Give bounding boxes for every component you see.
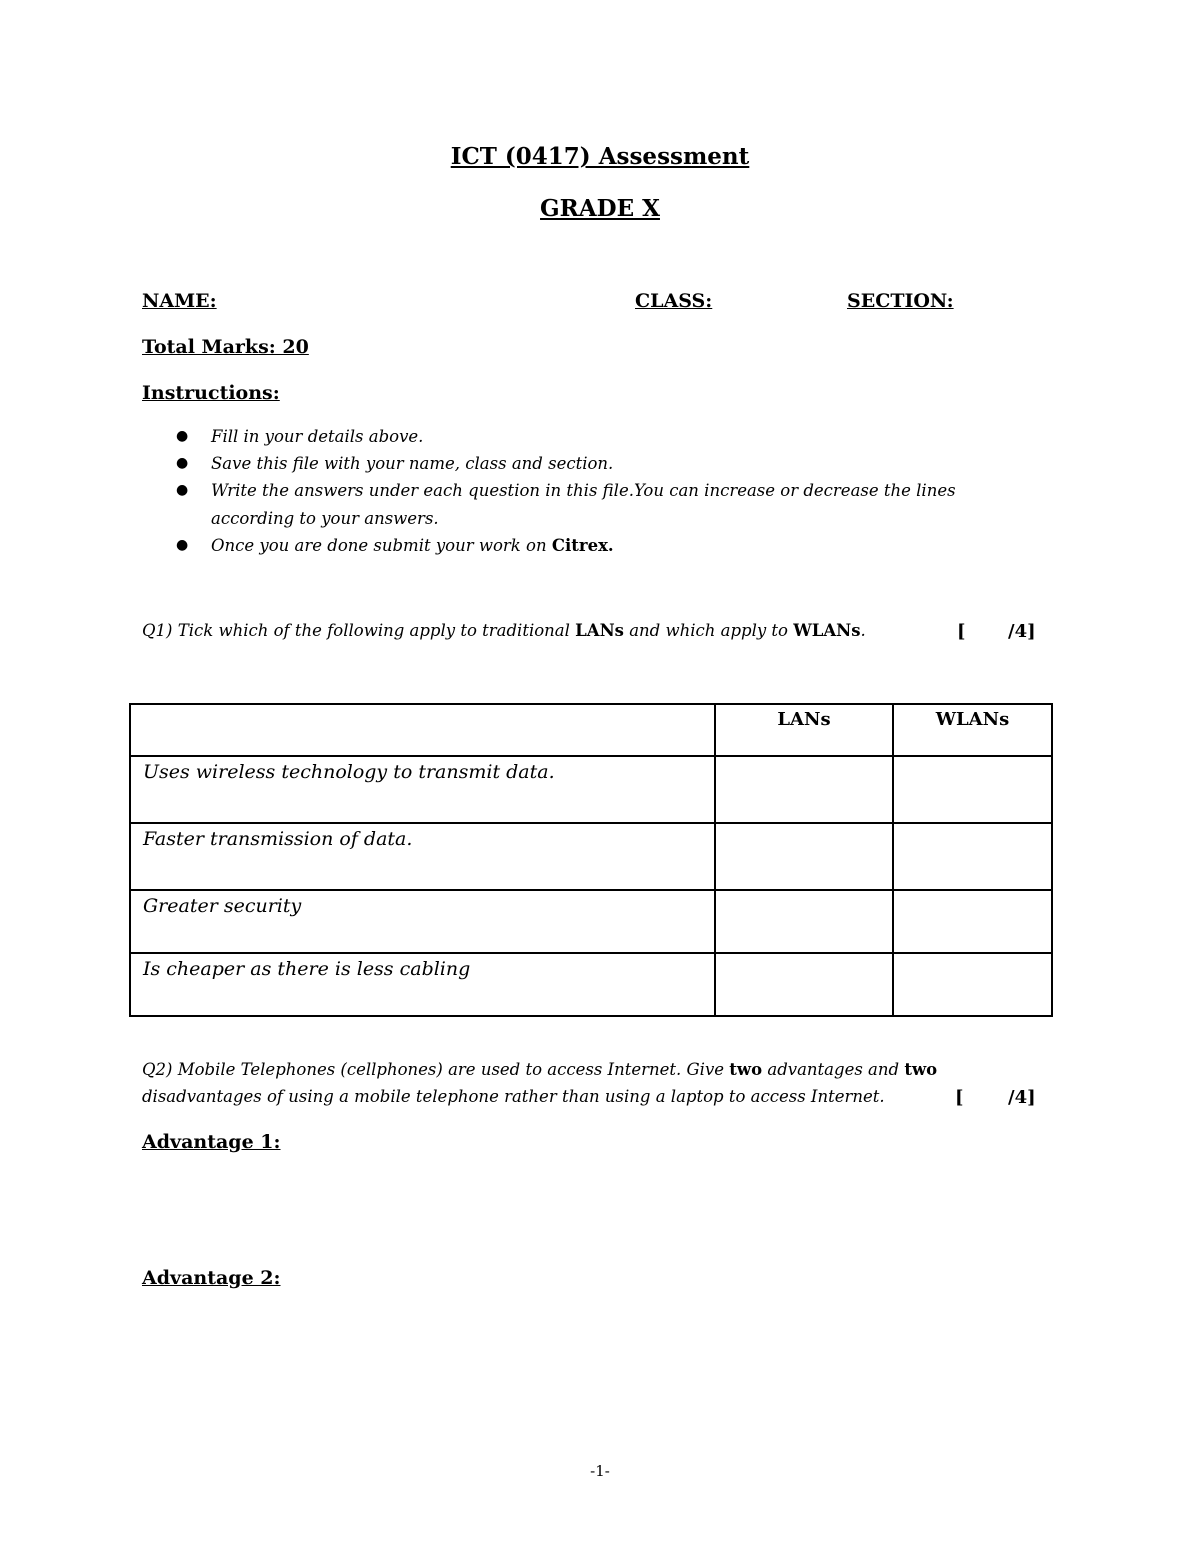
- question-1-text: Q1) Tick which of the following apply to traditional LANs and which apply to WLANs.: [142, 621, 866, 640]
- advantage-1-label: Advantage 1:: [142, 1131, 281, 1153]
- question-2-line-1: Q2) Mobile Telephones (cellphones) are used to access Internet. Give two advantages and two: [142, 1060, 938, 1079]
- q2-marks-total: /4]: [1008, 1087, 1036, 1108]
- table-header-wlans: WLANs: [893, 704, 1052, 756]
- statement-cell: Uses wireless technology to transmit data.: [130, 756, 715, 823]
- table-header-statement: [130, 704, 715, 756]
- lans-tick-cell[interactable]: [715, 890, 893, 953]
- statement-cell: Faster transmission of data.: [130, 823, 715, 890]
- lans-tick-cell[interactable]: [715, 953, 893, 1016]
- bullet-icon: ●: [176, 428, 189, 444]
- q1-marks-open: [: [957, 621, 966, 642]
- table-row: [130, 756, 1052, 823]
- name-label: NAME:: [142, 290, 217, 312]
- lans-tick-cell[interactable]: [715, 823, 893, 890]
- table-row: [130, 953, 1052, 1016]
- bullet-icon: ●: [176, 455, 189, 471]
- page-number: -1-: [590, 1462, 610, 1480]
- wlans-tick-cell[interactable]: [893, 890, 1052, 953]
- citrex-label: Citrex.: [551, 536, 614, 555]
- instruction-item: Once you are done submit your work on Citrex.: [211, 536, 614, 555]
- grade-heading: GRADE X: [540, 195, 660, 222]
- wlans-tick-cell[interactable]: [893, 953, 1052, 1016]
- lan-wlan-table: [129, 703, 1053, 1017]
- class-label: CLASS:: [635, 290, 713, 312]
- section-label: SECTION:: [847, 290, 954, 312]
- instruction-item: Save this file with your name, class and section.: [211, 454, 614, 473]
- total-marks: Total Marks: 20: [142, 336, 309, 358]
- statement-cell: Greater security: [130, 890, 715, 953]
- question-2-line-2: disadvantages of using a mobile telephone rather than using a laptop to access Internet.: [142, 1087, 885, 1106]
- instruction-item-continued: according to your answers.: [211, 509, 439, 528]
- bullet-icon: ●: [176, 537, 189, 553]
- advantage-2-label: Advantage 2:: [142, 1267, 281, 1289]
- table-header-row: [130, 704, 1052, 756]
- q1-marks-total: /4]: [1008, 621, 1036, 642]
- table-row: [130, 823, 1052, 890]
- q2-marks-open: [: [955, 1087, 964, 1108]
- bullet-icon: ●: [176, 482, 189, 498]
- table-row: [130, 890, 1052, 953]
- lans-tick-cell[interactable]: [715, 756, 893, 823]
- statement-cell: Is cheaper as there is less cabling: [130, 953, 715, 1016]
- instruction-item: Fill in your details above.: [211, 427, 424, 446]
- instruction-item: Write the answers under each question in this file.You can increase or decrease the lines: [211, 481, 956, 500]
- instructions-heading: Instructions:: [142, 382, 280, 404]
- table-header-lans: LANs: [715, 704, 893, 756]
- document-title: ICT (0417) Assessment: [450, 143, 750, 170]
- wlans-tick-cell[interactable]: [893, 756, 1052, 823]
- wlans-tick-cell[interactable]: [893, 823, 1052, 890]
